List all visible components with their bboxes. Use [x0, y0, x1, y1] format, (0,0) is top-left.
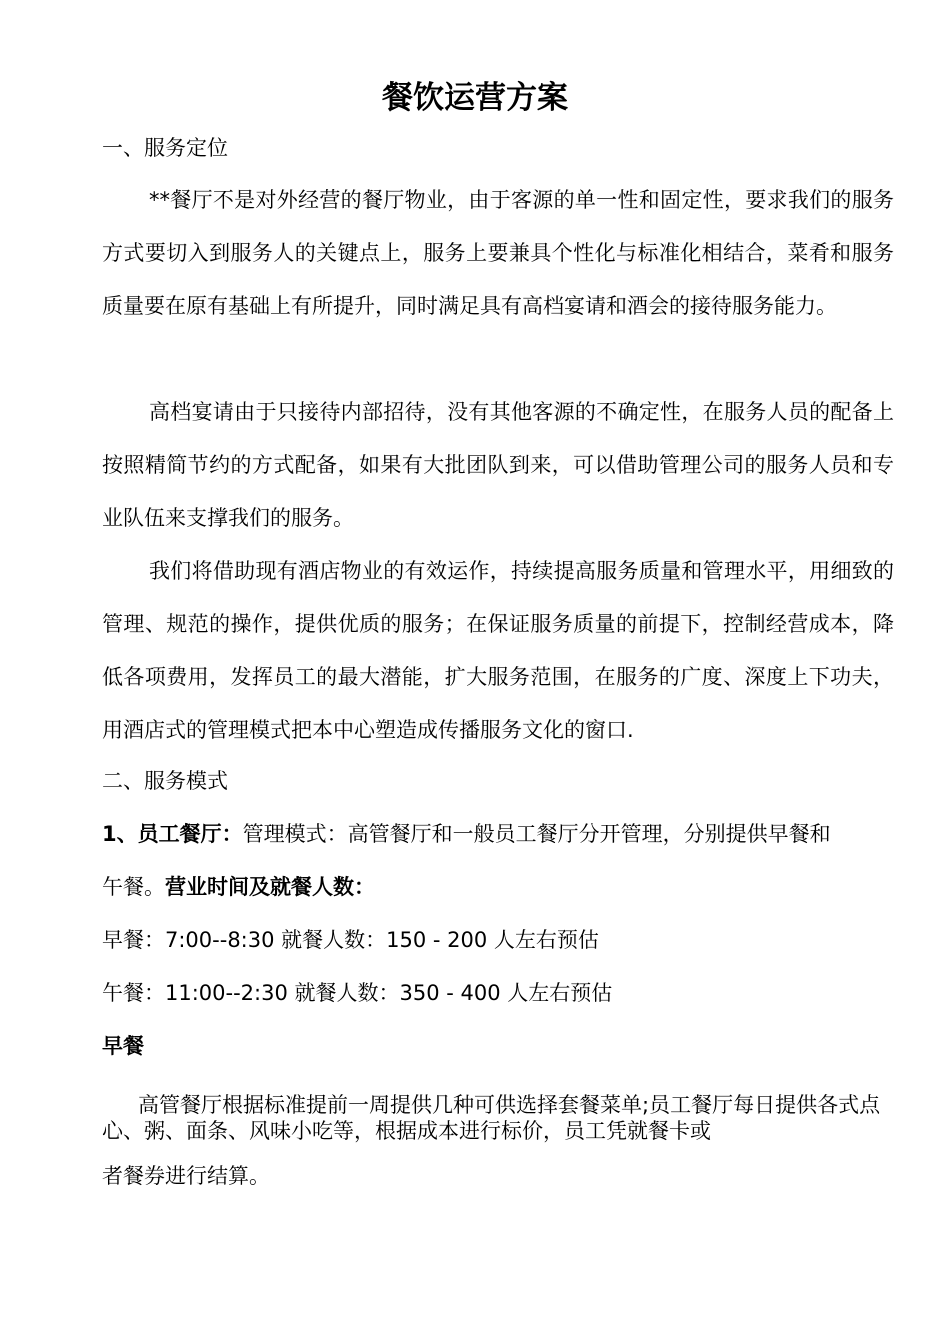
lunch-hours: 午餐：11:00--2:30 就餐人数：350 - 400 人左右预估: [102, 981, 613, 1005]
breakfast-hours: 早餐：7:00--8:30 就餐人数：150 - 200 人左右预估: [102, 928, 599, 952]
section-heading-service-mode: 二、服务模式: [102, 769, 228, 793]
paragraph-banquet: 高档宴请由于只接待内部招待，没有其他客源的不确定性，在服务人员的配备上按照精简节约的方式配备，如果有大批团队到来，可以借助管理公司的服务人员和专业队伍来支撑我们的服务。: [102, 400, 894, 530]
breakfast-description: 高管餐厅根据标准提前一周提供几种可供选择套餐菜单;员工餐厅每日提供各式点心、粥、面条、风味小吃等，根据成本进行标价，员工凭就餐卡或: [102, 1093, 881, 1143]
paragraph-management: 我们将借助现有酒店物业的有效运作，持续提高服务质量和管理水平，用细致的管理、规范的操作，提供优质的服务；在保证服务质量的前提下，控制经营成本，降低各项费用，发挥员工的最大潜能，扩大服务范围，在服务的广度、深度上下功夫，用酒店式的管理模式把本中心塑造成传播服务文化的窗口.: [102, 559, 894, 742]
staff-canteen-text-2: 午餐。: [102, 875, 165, 899]
staff-canteen-line: [102, 819, 831, 849]
staff-canteen-line-2: [102, 872, 375, 902]
breakfast-heading: 早餐: [102, 1034, 144, 1058]
staff-canteen-label: 1、员工餐厅：: [102, 822, 243, 846]
breakfast-description-end: 者餐券进行结算。: [102, 1164, 270, 1188]
section-heading-service-positioning: 一、服务定位: [102, 136, 228, 160]
document-title: 餐饮运营方案: [382, 80, 568, 116]
hours-label: 营业时间及就餐人数：: [165, 875, 375, 899]
staff-canteen-text: 管理模式：高管餐厅和一般员工餐厅分开管理，分别提供早餐和: [242, 822, 831, 846]
paragraph-positioning: **餐厅不是对外经营的餐厅物业，由于客源的单一性和固定性，要求我们的服务方式要切入到服务人的关键点上，服务上要兼具个性化与标准化相结合，菜肴和服务质量要在原有基础上有所提升，同时满足具有高档宴请和酒会的接待服务能力。: [102, 188, 894, 318]
